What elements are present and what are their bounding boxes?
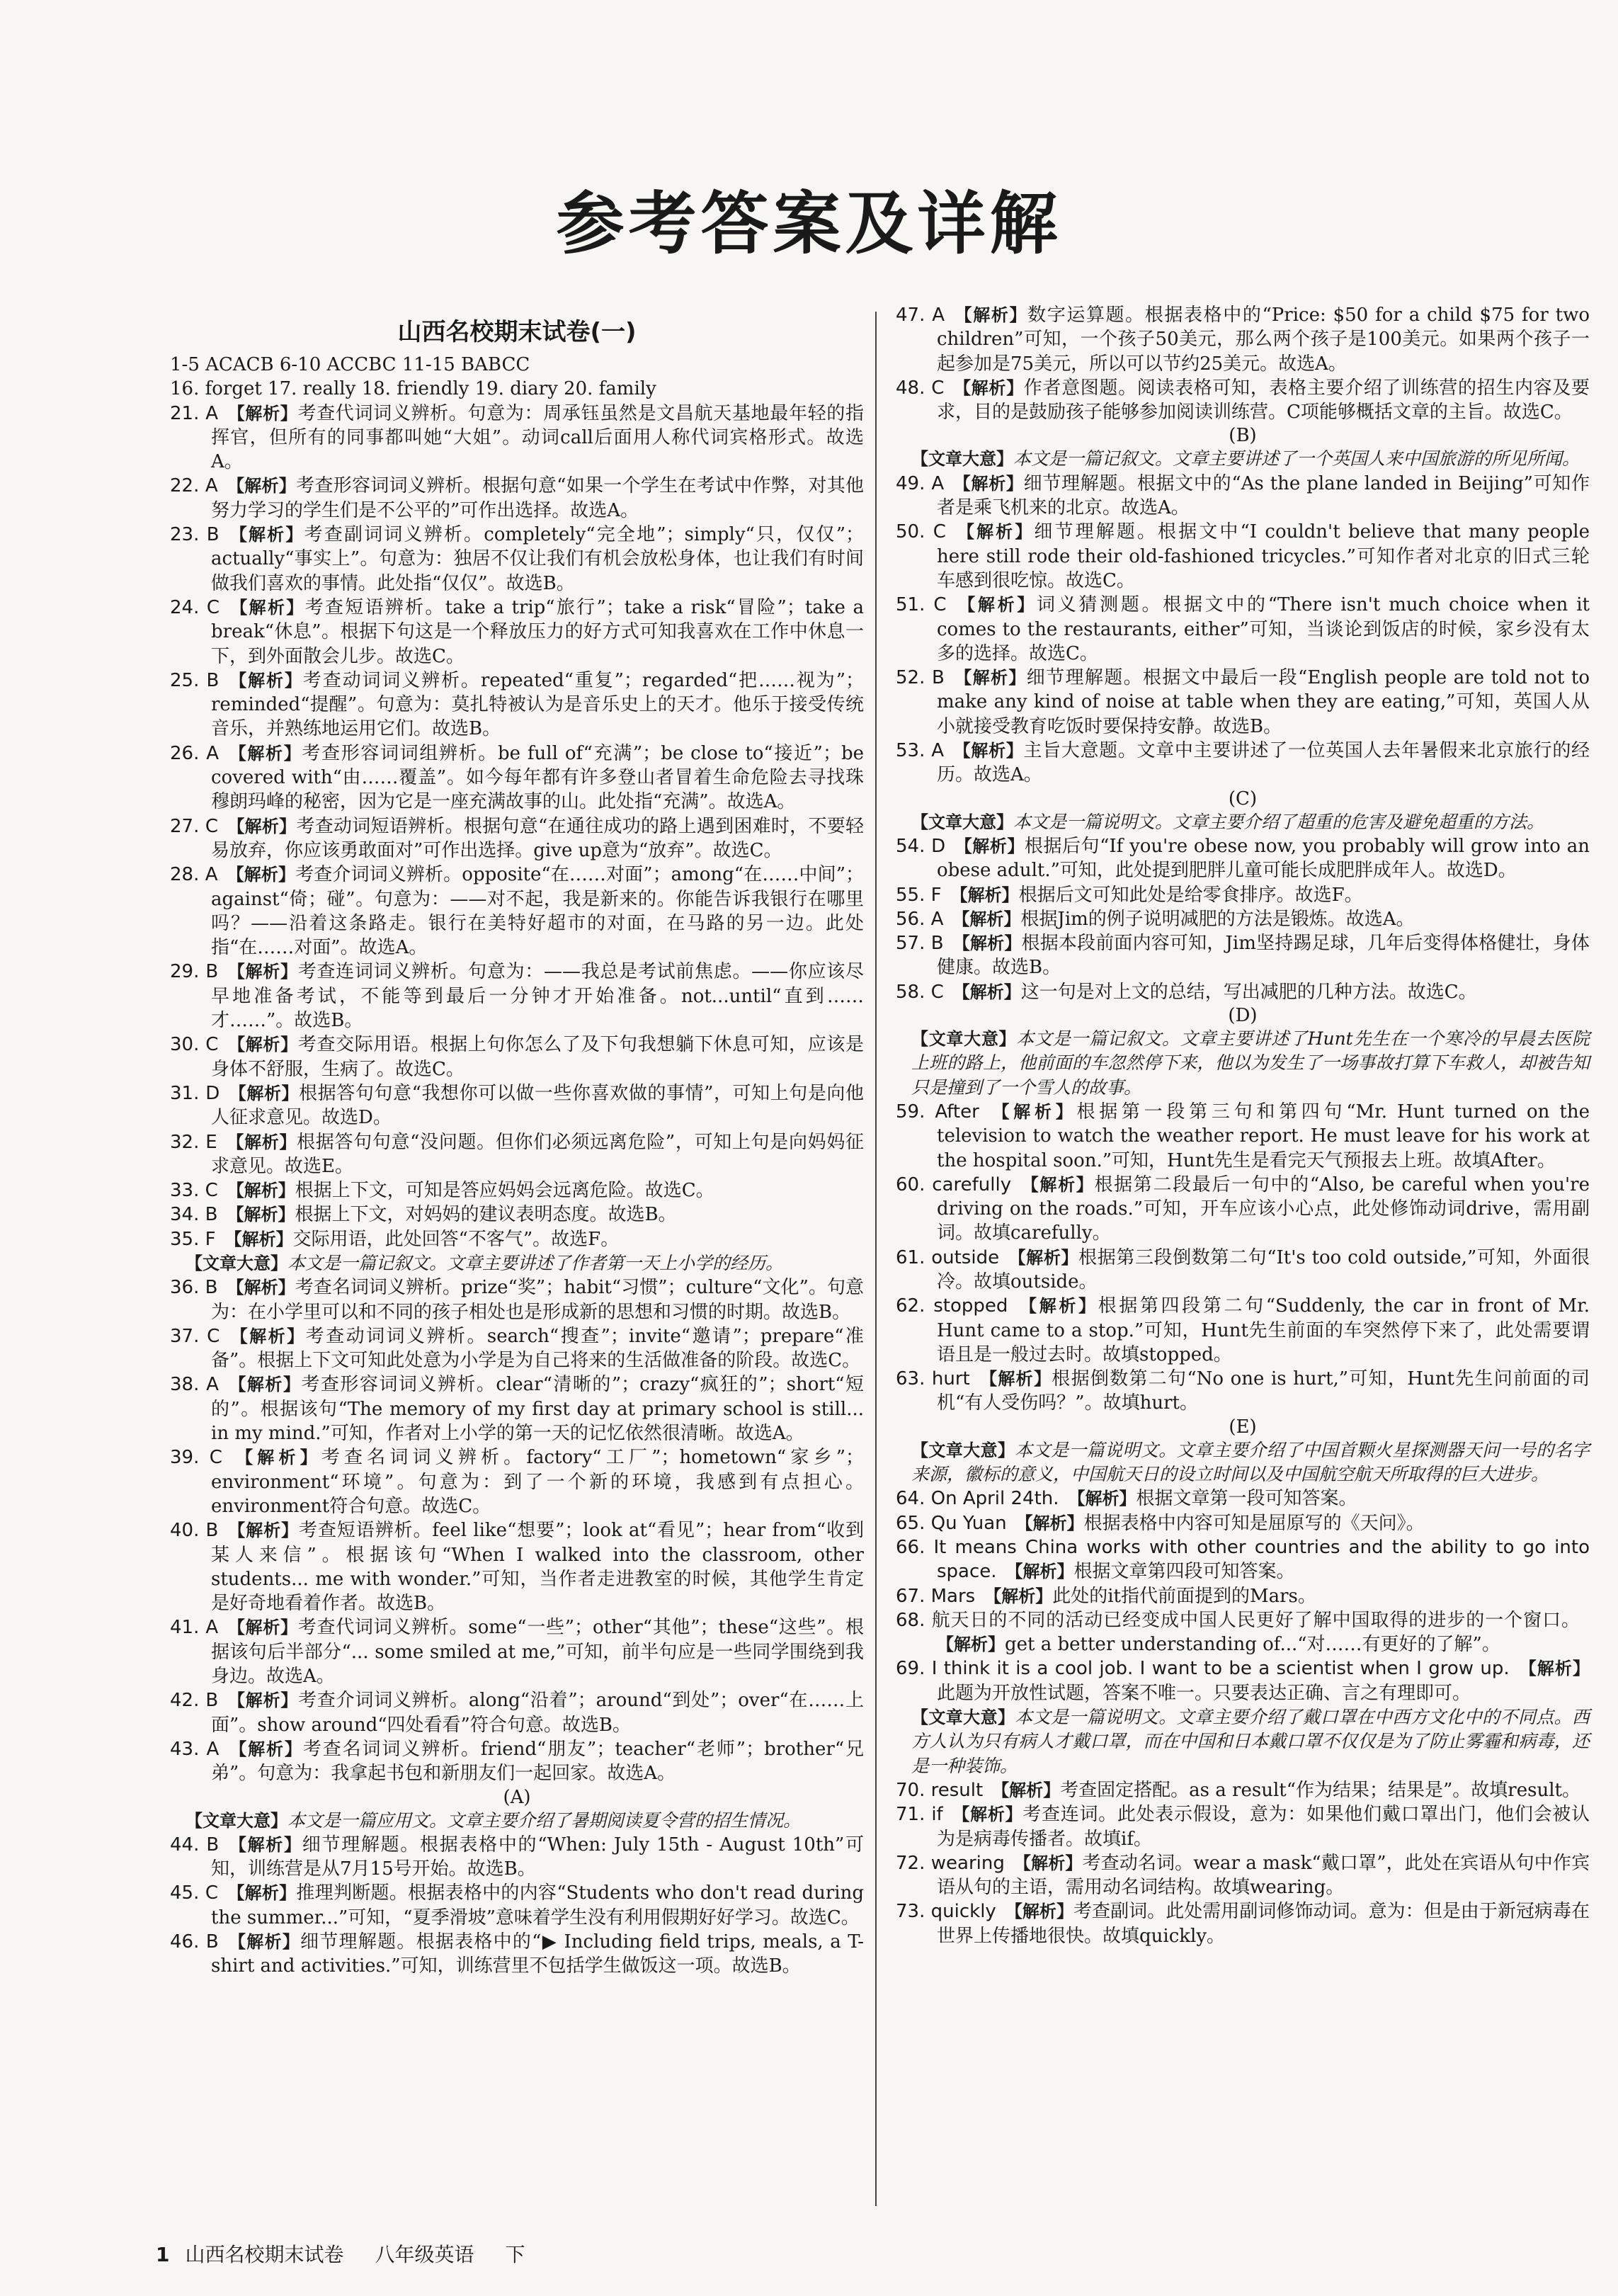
- answer-item: [896, 1656, 1590, 1705]
- analysis-text: 考查形容词词组辨析。be full of“充满”；be close to“接近”；be covered with“由……覆盖”。如今每年都有许多登山者冒着生命危险去寻找珠穆朗玛峰的秘密，因为它是一座充满故事的山。此处指“充满”。故选A。: [211, 742, 865, 813]
- answer-number: 48. C: [896, 377, 945, 399]
- answer-number: 70. result: [896, 1779, 984, 1801]
- answer-number: 42. B: [170, 1690, 219, 1712]
- answer-number: 58. C: [896, 981, 944, 1003]
- analysis-tag: 【解析】: [992, 1780, 1061, 1800]
- answer-item: [896, 376, 1590, 425]
- analysis-text: 考查副词。此处需用副词修饰动词。意为：但是由于新冠病毒在世界上传播地很快。故填quickly。: [937, 1901, 1590, 1947]
- analysis-tag: 【解析】: [953, 668, 1027, 688]
- answer-item: [170, 669, 864, 741]
- summary: 【文章大意】本文是一篇说明文。文章主要介绍了戴口罩在中西方文化中的不同点。西方人认为只有病人才戴口罩，而在中国和日本戴口罩不仅仅是为了防止雾霾和病毒，还是一种装饰。: [911, 1707, 1590, 1776]
- answer-number: 66. It means China works with other countries and the ability to go into space.: [896, 1536, 1590, 1583]
- analysis-tag: 【解析】: [229, 597, 305, 618]
- analysis-tag: 【解析】: [229, 1083, 300, 1103]
- analysis-tag: 【解析】: [1518, 1659, 1590, 1679]
- left-column: [170, 316, 864, 1979]
- answer-item: [896, 1246, 1590, 1295]
- analysis-tag: 【解析】: [227, 1205, 295, 1225]
- answer-item: [170, 1737, 864, 1786]
- analysis-text: 考查名词词义辨析。prize“奖”；habit“习惯”；culture“文化”。句意为：在小学里可以和不同的孩子相处也是形成新的思想和习惯的时期。故选B。: [211, 1277, 865, 1323]
- item-list-4: [896, 303, 1590, 424]
- answer-number: 55. F: [896, 884, 942, 906]
- passage-letter: (D): [1228, 1005, 1258, 1027]
- analysis-text: 考查固定搭配。as a result“作为结果；结果是”。故填result。: [1060, 1779, 1580, 1801]
- analysis-text: 根据后句“If you're obese now, you probably will grow into an obese adult.”可知，此处提到肥胖儿童可能长成肥胖成年人。故选D。: [937, 835, 1590, 882]
- book-title: 山西名校期末试卷: [185, 2243, 344, 2266]
- analysis-text: 细节理解题。根据文中“I couldn't believe that many people here still rode their old-fashioned tricycles.”可知作者对北京的旧式三轮车感到很吃惊。故选C。: [937, 521, 1590, 591]
- analysis-tag: 【解析】: [952, 1805, 1023, 1825]
- answer-number: 24. C: [170, 596, 220, 618]
- analysis-text: 根据第四段第二句“Suddenly, the car in front of Mr. Hunt came to a stop.”可知，Hunt先生前面的车突然停下来了，此处需要谓语且是一般过去时。故填stopped。: [937, 1295, 1590, 1365]
- passage-letter: (A): [503, 1786, 531, 1808]
- analysis-text: 根据倒数第二句“No one is hurt,”可知，Hunt先生问前面的司机“有人受伤吗？”。故填hurt。: [937, 1368, 1590, 1414]
- analysis-text: 此题为开放性试题，答案不唯一。只要表达正确、言之有理即可。: [937, 1682, 1471, 1704]
- analysis-tag: 【解析】: [1005, 1902, 1074, 1922]
- answer-item: [896, 303, 1590, 376]
- answer-item: [170, 1833, 864, 1882]
- analysis-tag: 【解析】: [227, 1181, 295, 1201]
- answer-number: 68. 航天日的不同的活动已经变成中国人民更好了解中国取得的进步的一个窗口。: [896, 1609, 1580, 1631]
- summary: 【文章大意】本文是一篇说明文。文章主要介绍了中国首颗火星探测器天问一号的名字来源，徽标的意义，中国航天日的设立时间以及中国航空航天所取得的巨大进步。: [911, 1439, 1590, 1485]
- answer-item: [896, 1367, 1590, 1416]
- answer-item: [896, 980, 1590, 1004]
- analysis-tag: 【解析】: [1068, 1489, 1136, 1509]
- analysis-text: get a better understanding of...“对……有更好的了解”。: [1005, 1634, 1500, 1656]
- analysis-text: 考查副词词义辨析。completely“完全地”；simply“只，仅仅”；actually“事实上”。句意为：独居不仅让我们有机会放松身体，也让我们有时间做我们喜欢的事情。此处指“仅仅”。故选B。: [211, 524, 865, 594]
- answer-number: 59. After: [896, 1101, 979, 1123]
- answer-item: [170, 1033, 864, 1081]
- analysis-tag: 【解析】: [227, 865, 296, 885]
- answer-number: 26. A: [170, 742, 220, 764]
- analysis-tag: 【解析】: [229, 1326, 306, 1346]
- item-list-6: [896, 834, 1590, 1004]
- answer-number: 69. I think it is a cool job. I want to be a scientist when I grow up.: [896, 1658, 1510, 1680]
- analysis-text: 考查介词词义辨析。along“沿着”；around“到处”；over“在……上面”。show around“四处看看”符合句意。故选B。: [211, 1690, 864, 1736]
- answer-item: [896, 1511, 1590, 1535]
- analysis-text: 根据上下文，可知是答应妈妈会远离危险。故选C。: [295, 1180, 714, 1202]
- analysis-text: 考查动词词义辨析。repeated“重复”；regarded“把……视为”；reminded“提醒”。句意为：莫扎特被认为是音乐史上的天才。他乐于接受传统音乐，并熟练地运用它们。故选B。: [211, 669, 864, 740]
- answer-item: [896, 1802, 1590, 1851]
- analysis-tag: 【解析】: [228, 525, 304, 545]
- analysis-text: 这一句是对上文的总结，写出减肥的几种方法。故选C。: [1020, 981, 1477, 1003]
- answer-item: [896, 1778, 1590, 1802]
- analysis-text: 考查名词词义辨析。friend“朋友”；teacher“老师”；brother“兄弟”。句意为：我拿起书包和新朋友们一起回家。故选A。: [211, 1738, 865, 1785]
- analysis-tag: 【解析】: [950, 885, 1019, 905]
- answer-number: 31. D: [170, 1082, 220, 1104]
- analysis-tag: 【解析】: [984, 1586, 1053, 1606]
- analysis-text: 考查短语辨析。feel like“想要”；look at“看见”；hear from“收到某人来信”。根据该句“When I walked into the classroom, other students... me with wonder.”可知，当作者走进教室的时候，其他学生肯定是好奇地看着作者。故选B。: [211, 1520, 864, 1615]
- analysis-text: 考查形容词词义辨析。clear“清晰的”；crazy“疯狂的”；short“短的”。根据该句“The memory of my first day at primary school is still... in my mind.”可知，作者对上小学的第一天的记忆依然很清晰。故选A。: [211, 1374, 865, 1445]
- column-divider: [875, 312, 877, 2206]
- answer-number: 32. E: [170, 1131, 217, 1153]
- answer-item: [896, 520, 1590, 593]
- answer-item: [896, 739, 1590, 788]
- summary: 【文章大意】本文是一篇记叙文。文章主要讲述了作者第一天上小学的经历。: [186, 1252, 784, 1273]
- answer-number: 62. stopped: [896, 1295, 1008, 1317]
- answer-number: 37. C: [170, 1325, 220, 1347]
- analysis-tag: 【解析】: [228, 743, 302, 763]
- analysis-tag: 【解析】: [953, 377, 1024, 398]
- answer-number: 36. B: [170, 1277, 218, 1299]
- analysis-text: 考查连词词义辨析。句意为：——我总是考试前焦虑。——你应该尽早地准备考试，不能等到最后一分钟才开始准备。not...until“直到……才……”。故选B。: [211, 961, 865, 1032]
- answer-item: [170, 1227, 864, 1251]
- analysis-tag: 【解析】: [227, 962, 298, 982]
- analysis-text: 主旨大意题。文章中主要讲述了一位英国人去年暑假来北京旅行的经历。故选A。: [937, 740, 1590, 786]
- answer-item: [170, 1930, 864, 1979]
- analysis-tag: 【解析】: [227, 1690, 299, 1711]
- analysis-text: 根据本段前面内容可知，Jim坚持踢足球，几年后变得体格健壮，身体健康。故选B。: [937, 933, 1590, 979]
- analysis-text: 数字运算题。根据表格中的“Price: $50 for a child $75 for two children”可知，一个孩子50美元，那么两个孩子是100美元。如果两个孩子一起参加是75美元，所以可以节约25美元。故选A。: [937, 305, 1590, 375]
- answer-number: 30. C: [170, 1034, 219, 1056]
- answer-number: 73. quickly: [896, 1901, 996, 1923]
- summary: 【文章大意】本文是一篇应用文。文章主要介绍了暑期阅读夏令营的招生情况。: [186, 1809, 802, 1831]
- analysis-tag: 【解析】: [955, 595, 1037, 615]
- answer-number: 49. A: [896, 472, 945, 494]
- grade-subject: 八年级英语: [375, 2243, 474, 2266]
- item-list-1: [170, 402, 864, 1251]
- answer-item: [170, 863, 864, 960]
- answer-item: [896, 593, 1590, 666]
- answer-number: 47. A: [896, 305, 945, 326]
- analysis-tag: 【解析】: [1020, 1174, 1095, 1195]
- page-title: 参考答案及详解: [556, 183, 1062, 263]
- analysis-tag: 【解析】: [952, 933, 1022, 954]
- analysis-tag: 【解析】: [227, 476, 297, 496]
- passage-letter: (C): [1228, 788, 1258, 809]
- answer-number: 33. C: [170, 1180, 218, 1202]
- analysis-text: 细节理解题。根据文中最后一段“English people are told not to make any kind of noise at table when they are eating,”可知，英国人从小就接受教育吃饭时要保持安静。故选B。: [937, 667, 1590, 737]
- analysis-text: 细节理解题。根据表格中的“▶ Including field trips, meals, a T-shirt and activities.”可知，训练营里不包括学生做饭这一项。故选B。: [211, 1931, 865, 1977]
- analysis-text: 根据表格中内容可知是屈原写的《天问》。: [1083, 1512, 1425, 1534]
- item-list-2: [170, 1275, 864, 1785]
- analysis-tag: 【解析】: [228, 670, 303, 690]
- analysis-text: 根据第三段倒数第二句“It's too cold outside,”可知，外面很冷。故填outside。: [937, 1246, 1590, 1292]
- analysis-tag: 【解析】: [988, 1101, 1077, 1122]
- answer-number: 54. D: [896, 835, 946, 857]
- answer-item: [170, 741, 864, 814]
- answer-item: [170, 1275, 864, 1324]
- answer-number: 28. A: [170, 864, 218, 886]
- answer-number: 35. F: [170, 1228, 216, 1250]
- item-list-9: [896, 1778, 1590, 1948]
- item-list-5: [896, 472, 1590, 788]
- analysis-tag: 【解析】: [953, 473, 1024, 494]
- analysis-tag: 【解析】: [227, 816, 297, 836]
- answer-number: 22. A: [170, 475, 218, 497]
- analysis-text: 根据答句句意“我想你可以做一些你喜欢做的事情”，可知上句是向他人征求意见。故选D。: [211, 1082, 864, 1129]
- answer-item: [170, 474, 864, 523]
- analysis-text: 根据Jim的例子说明减肥的方法是锻炼。故选A。: [1020, 908, 1415, 930]
- answer-item: [170, 1324, 864, 1373]
- right-column: [896, 303, 1590, 1948]
- item-list-3: [170, 1833, 864, 1979]
- answer-number: 39. C: [170, 1447, 222, 1469]
- answer-number: 25. B: [170, 669, 220, 691]
- answer-item: [170, 1445, 864, 1518]
- passage-letter: (B): [1229, 425, 1257, 447]
- answer-item: [896, 907, 1590, 931]
- analysis-tag: 【解析】: [954, 305, 1028, 325]
- analysis-tag: 【解析】: [953, 741, 1024, 761]
- analysis-text: 考查动词短语辨析。根据句意“在通往成功的路上遇到困难时，不要轻易放弃，你应该勇敢面对”可作出选择。give up意为“放弃”。故选C。: [211, 815, 864, 861]
- answer-item: [170, 523, 864, 596]
- volume: 下: [505, 2243, 525, 2266]
- analysis-text: 细节理解题。根据表格中的“When: July 15th - August 10th”可知，训练营是从7月15号开始。故选B。: [211, 1834, 865, 1880]
- analysis-text: 考查介词词义辨析。opposite“在……对面”；among“在……中间”；against“倚；碰”。句意为：——对不起，我是新来的。你能告诉我银行在哪里吗？——沿着这条路走。银行在美特好超市的对面，在马路的另一边。此处指“在……对面”。故选A。: [211, 864, 865, 959]
- answer-item: [170, 596, 864, 669]
- answer-number: 64. On April 24th.: [896, 1488, 1059, 1510]
- analysis-tag: 【解析】: [227, 1278, 295, 1298]
- analysis-tag: 【解析】: [227, 1932, 301, 1952]
- analysis-tag: 【解析】: [227, 1035, 298, 1055]
- analysis-tag: 【解析】: [227, 1375, 302, 1395]
- analysis-tag: 【解析】: [227, 403, 298, 424]
- answer-number: 41. A: [170, 1617, 219, 1639]
- analysis-text: 根据文章第四段可知答案。: [1073, 1561, 1295, 1583]
- analysis-text: 细节理解题。根据文中的“As the plane landed in Beijing”可知作者是乘飞机来的北京。故选A。: [937, 472, 1590, 519]
- analysis-tag: 【解析】: [231, 1448, 321, 1468]
- answer-item: [170, 1615, 864, 1688]
- item-list-7: [896, 1100, 1590, 1416]
- answer-item: [170, 1203, 864, 1227]
- answer-item: [896, 472, 1590, 521]
- answer-number: 40. B: [170, 1520, 219, 1542]
- analysis-tag: 【解析】: [1015, 1513, 1084, 1533]
- answer-number: 63. hurt: [896, 1368, 970, 1390]
- analysis-tag: 【解析】: [937, 1635, 1005, 1655]
- analysis-text: 词义猜测题。根据文中的“There isn't much choice when it comes to the restaurants, either”可知，当谈论到饭店的时候，家乡没有太多的选择。故选C。: [937, 594, 1590, 664]
- answer-item: [896, 1608, 1590, 1657]
- answer-number: 61. outside: [896, 1246, 1000, 1268]
- summary: 【文章大意】本文是一篇记叙文。文章主要讲述了Hunt先生在一个寒冷的早晨去医院上班的路上，他前面的车忽然停下来，他以为发生了一场事故打算下车救人，却被告知只是撞到了一个雪人的故事。: [911, 1028, 1590, 1098]
- answer-item: [896, 1584, 1590, 1608]
- analysis-tag: 【解析】: [227, 1883, 297, 1904]
- answer-item: [896, 666, 1590, 739]
- analysis-text: 考查短语辨析。take a trip“旅行”；take a risk“冒险”；take a break“休息”。根据下句这是一个释放压力的好方式可知我喜欢在工作中休息一下，到外面散会儿步。故选C。: [211, 596, 864, 667]
- page-number: 1: [156, 2243, 170, 2266]
- analysis-tag: 【解析】: [952, 909, 1021, 929]
- answer-number: 53. A: [896, 740, 945, 762]
- answer-item: [896, 1899, 1590, 1948]
- answer-item: [170, 402, 864, 474]
- analysis-tag: 【解析】: [227, 1618, 298, 1638]
- answer-item: [896, 1294, 1590, 1367]
- analysis-text: 根据第一段第三句和第四句“Mr. Hunt turned on the television to watch the weather report. He must leave for his work at the hospital soon.”可知，Hunt先生是看完天气预报去上班。故填After。: [937, 1101, 1590, 1171]
- analysis-text: 此处的it指代前面提到的Mars。: [1052, 1585, 1316, 1607]
- answer-number: 23. B: [170, 524, 220, 546]
- analysis-tag: 【解析】: [955, 522, 1035, 542]
- answer-number: 56. A: [896, 908, 944, 930]
- answer-item: [170, 1373, 864, 1445]
- analysis-tag: 【解析】: [1008, 1247, 1079, 1268]
- analysis-tag: 【解析】: [979, 1369, 1052, 1389]
- analysis-tag: 【解析】: [952, 982, 1021, 1002]
- answer-item: [896, 883, 1590, 907]
- answer-item: [170, 1518, 864, 1615]
- answer-item: [170, 1130, 864, 1179]
- answer-number: 52. B: [896, 667, 945, 689]
- analysis-tag: 【解析】: [226, 1132, 297, 1152]
- analysis-text: 根据上下文，对妈妈的建议表明态度。故选B。: [295, 1204, 677, 1226]
- answer-item: [170, 1881, 864, 1930]
- analysis-tag: 【解析】: [955, 836, 1025, 856]
- analysis-text: 根据后文可知此处是给零食排序。故选F。: [1018, 884, 1363, 906]
- analysis-text: 考查形容词词义辨析。根据句意“如果一个学生在考试中作弊，对其他努力学习的学生们是不公平的”可作出选择。故选A。: [211, 475, 864, 521]
- analysis-tag: 【解析】: [227, 1521, 299, 1541]
- analysis-text: 作者意图题。阅读表格可知，表格主要介绍了训练营的招生内容及要求，目的是鼓励孩子能够参加阅读训练营。C项能够概括文章的主旨。故选C。: [937, 377, 1590, 424]
- analysis-text: 考查连词。此处表示假设，意为：如果他们戴口罩出门，他们会被认为是病毒传播者。故填if。: [937, 1804, 1590, 1850]
- answer-number: 65. Qu Yuan: [896, 1512, 1007, 1534]
- answer-item: [896, 931, 1590, 980]
- answer-item: [896, 1487, 1590, 1511]
- analysis-text: 考查动名词。wear a mask“戴口罩”，此处在宾语从句中作宾语从句的主语，需用动名词结构。故填wearing。: [937, 1852, 1590, 1899]
- answer-number: 34. B: [170, 1204, 218, 1226]
- answer-number: 45. C: [170, 1882, 219, 1904]
- answer-item: [896, 1535, 1590, 1584]
- answer-item: [170, 1081, 864, 1130]
- answer-line-1: 1-5 ACACB 6-10 ACCBC 11-15 BABCC: [170, 354, 530, 375]
- page-footer: [156, 2239, 525, 2268]
- answer-number: 38. A: [170, 1374, 219, 1396]
- analysis-text: 考查动词词义辨析。search“搜查”；invite“邀请”；prepare“准备”。根据上下文可知此处意为小学是为自己将来的生活做准备的阶段。故选C。: [211, 1325, 864, 1372]
- answer-number: 44. B: [170, 1834, 220, 1855]
- answer-number: 43. A: [170, 1738, 220, 1760]
- answer-line-2: 16. forget 17. really 18. friendly 19. diary 20. family: [170, 378, 656, 400]
- answer-item: [170, 960, 864, 1033]
- answer-number: 72. wearing: [896, 1852, 1005, 1874]
- analysis-text: 考查交际用语。根据上句你怎么了及下句我想躺下休息可知，应该是身体不舒服，生病了。故选C。: [211, 1034, 864, 1080]
- answer-item: [170, 1688, 864, 1737]
- answer-item: [170, 814, 864, 863]
- answer-item: [896, 1100, 1590, 1173]
- answer-item: [896, 834, 1590, 883]
- item-list-8: [896, 1487, 1590, 1705]
- answer-number: 71. if: [896, 1804, 943, 1826]
- analysis-text: 考查代词词义辨析。some“一些”；other“其他”；these“这些”。根据该句后半部分“... some smiled at me,”可知，前半句应是一些同学围绕到我身边。故选A。: [211, 1617, 864, 1688]
- summary: 【文章大意】本文是一篇说明文。文章主要介绍了超重的危害及避免超重的方法。: [911, 811, 1545, 832]
- analysis-text: 交际用语，此处回答“不客气”。故选F。: [292, 1228, 620, 1250]
- answer-item: [896, 1851, 1590, 1900]
- answer-number: 50. C: [896, 521, 946, 543]
- answer-number: 60. carefully: [896, 1173, 1012, 1195]
- answer-number: 27. C: [170, 815, 219, 837]
- analysis-tag: 【解析】: [1005, 1562, 1074, 1582]
- analysis-tag: 【解析】: [224, 1229, 293, 1249]
- analysis-text: 根据文章第一段可知答案。: [1136, 1488, 1357, 1510]
- analysis-text: 根据答句句意“没问题。但你们必须远离危险”，可知上句是向妈妈征求意见。故选E。: [211, 1131, 864, 1177]
- answer-number: 67. Mars: [896, 1585, 976, 1607]
- analysis-text: 推理判断题。根据表格中的内容“Students who don't read during the summer...”可知，“夏季滑坡”意味着学生没有利用假期好好学习。故选C。: [211, 1882, 864, 1928]
- analysis-text: 考查代词词义辨析。句意为：周承钰虽然是文昌航天基地最年轻的指挥官，但所有的同事都叫她“大姐”。动词call后面用人称代词宾格形式。故选A。: [211, 402, 864, 473]
- passage-letter: (E): [1229, 1416, 1257, 1438]
- summary: 【文章大意】本文是一篇记叙文。文章主要讲述了一个英国人来中国旅游的所见所闻。: [911, 448, 1580, 470]
- answer-item: [896, 1173, 1590, 1246]
- section-title: 山西名校期末试卷(一): [397, 318, 637, 346]
- analysis-tag: 【解析】: [1017, 1296, 1098, 1317]
- analysis-text: 考查名词词义辨析。factory“工厂”；hometown“家乡”；environment“环境”。句意为：到了一个新的环境，我感到有点担心。environment符合句意。故选C。: [211, 1447, 864, 1517]
- analysis-tag: 【解析】: [228, 1739, 303, 1759]
- answer-number: 57. B: [896, 933, 944, 955]
- answer-item: [170, 1178, 864, 1203]
- analysis-tag: 【解析】: [1013, 1853, 1083, 1873]
- answer-number: 21. A: [170, 402, 219, 424]
- analysis-text: 根据第二段最后一句中的“Also, be careful when you're driving on the roads.”可知，开车应该小心点，此处修饰动词drive，需用副词。故填carefully。: [937, 1173, 1590, 1244]
- answer-number: 51. C: [896, 594, 947, 616]
- analysis-tag: 【解析】: [228, 1834, 302, 1855]
- answer-number: 46. B: [170, 1931, 219, 1953]
- answer-number: 29. B: [170, 961, 219, 983]
